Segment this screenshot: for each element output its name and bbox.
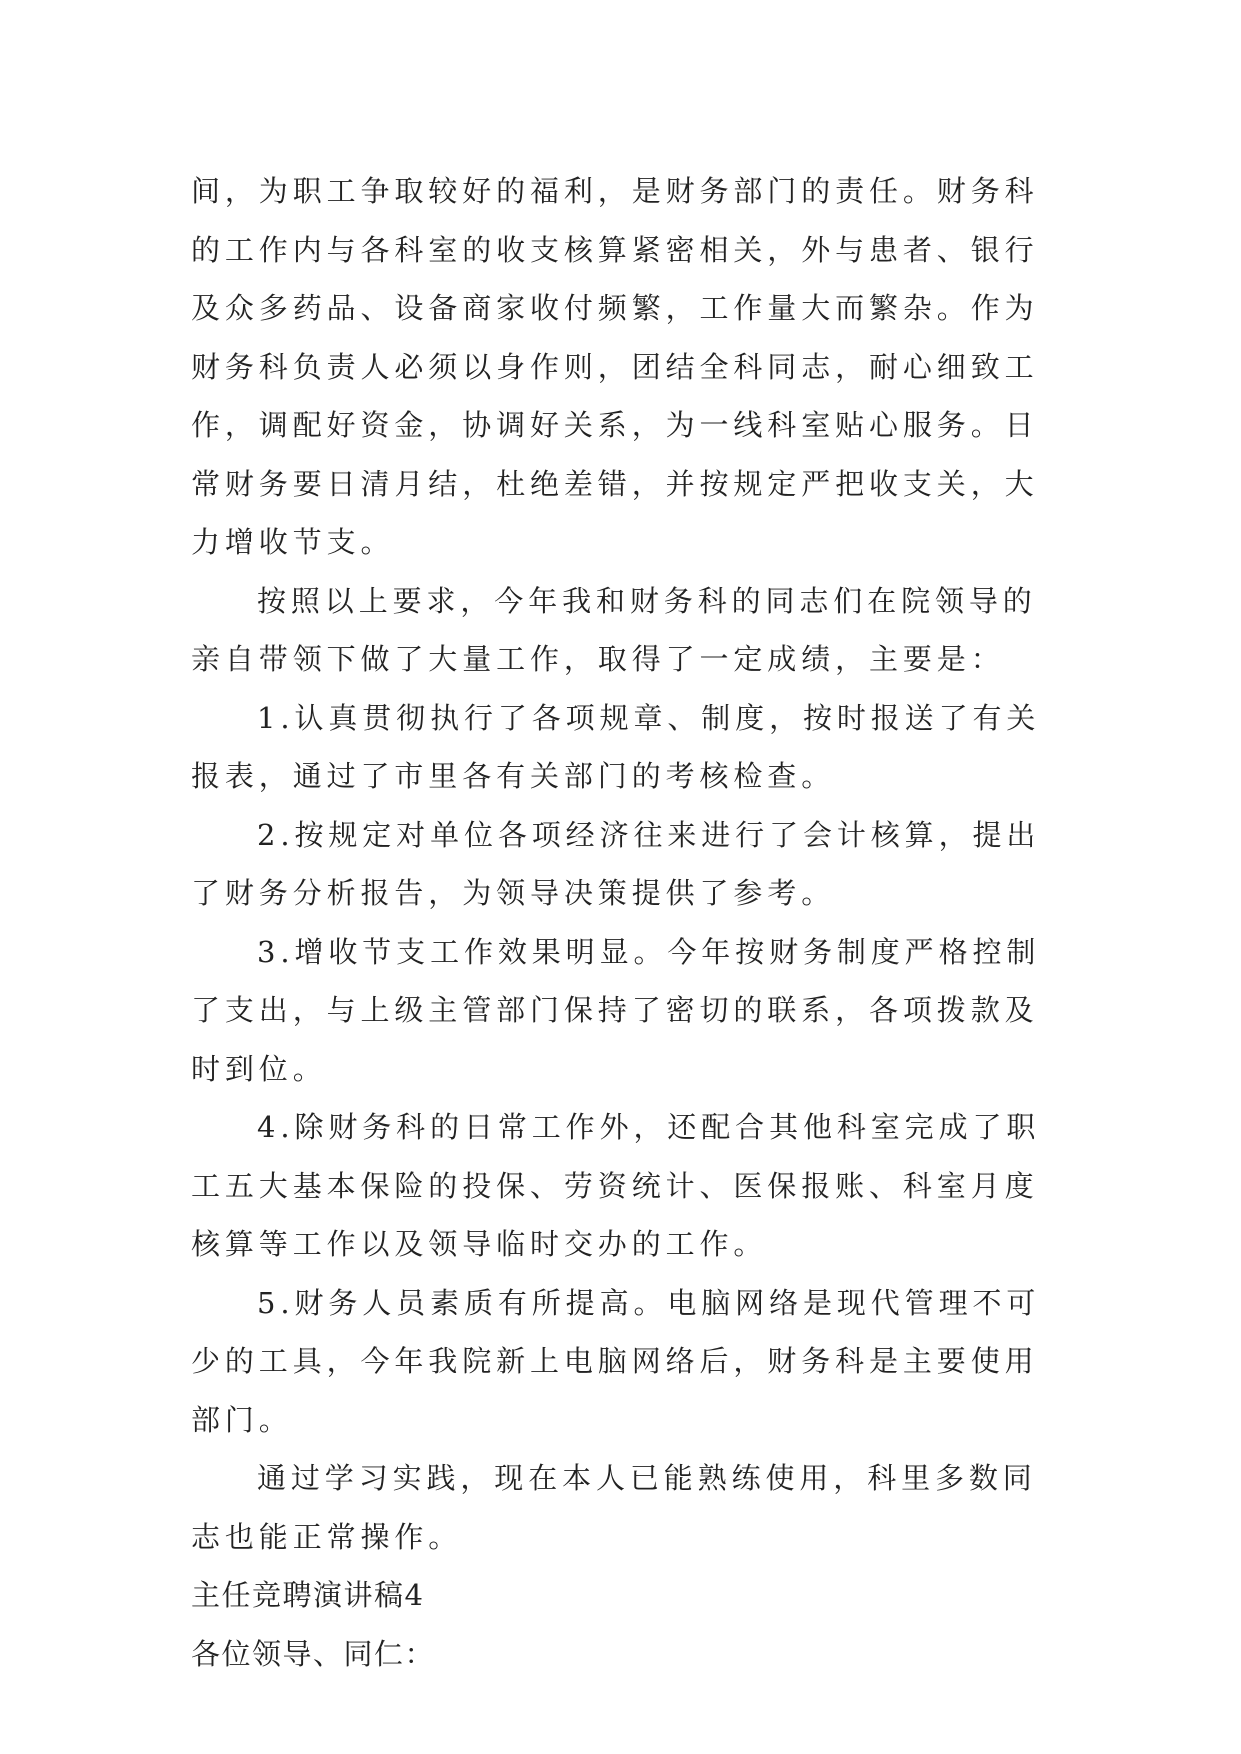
list-item-4: 4.除财务科的日常工作外，还配合其他科室完成了职工五大基本保险的投保、劳资统计、医保报账、科室月度核算等工作以及领导临时交办的工作。 bbox=[191, 1110, 1041, 1261]
paragraph-continuation: 间，为职工争取较好的福利，是财务部门的责任。财务科的工作内与各科室的收支核算紧密相关，外与患者、银行及众多药品、设备商家收付频繁，工作量大而繁杂。作为财务科负责人必须以身作则，团结全科同志，耐心细致工作，调配好资金，协调好关系，为一线科室贴心服务。日常财务要日清月结，杜绝差错，并按规定严把收支关，大力增收节支。 bbox=[191, 174, 1039, 559]
paragraph-practice: 通过学习实践，现在本人已能熟练使用，科里多数同志也能正常操作。 bbox=[191, 1461, 1037, 1554]
salutation: 各位领导、同仁： bbox=[191, 1636, 436, 1671]
section-title: 主任竞聘演讲稿4 bbox=[191, 1578, 425, 1612]
list-item-5: 5.财务人员素质有所提高。电脑网络是现代管理不可少的工具，今年我院新上电脑网络后，财务科是主要使用部门。 bbox=[191, 1285, 1041, 1437]
list-item-3: 3.增收节支工作效果明显。今年按财务制度严格控制了支出，与上级主管部门保持了密切的联系，各项拨款及时到位。 bbox=[191, 934, 1041, 1086]
document-body bbox=[191, 162, 1051, 1683]
paragraph-requirements: 按照以上要求，今年我和财务科的同志们在院领导的亲自带领下做了大量工作，取得了一定成绩，主要是： bbox=[191, 583, 1037, 676]
list-item-2: 2.按规定对单位各项经济往来进行了会计核算，提出了财务分析报告，为领导决策提供了参考。 bbox=[191, 817, 1041, 910]
list-item-1: 1.认真贯彻执行了各项规章、制度，按时报送了有关报表，通过了市里各有关部门的考核检查。 bbox=[191, 700, 1041, 793]
